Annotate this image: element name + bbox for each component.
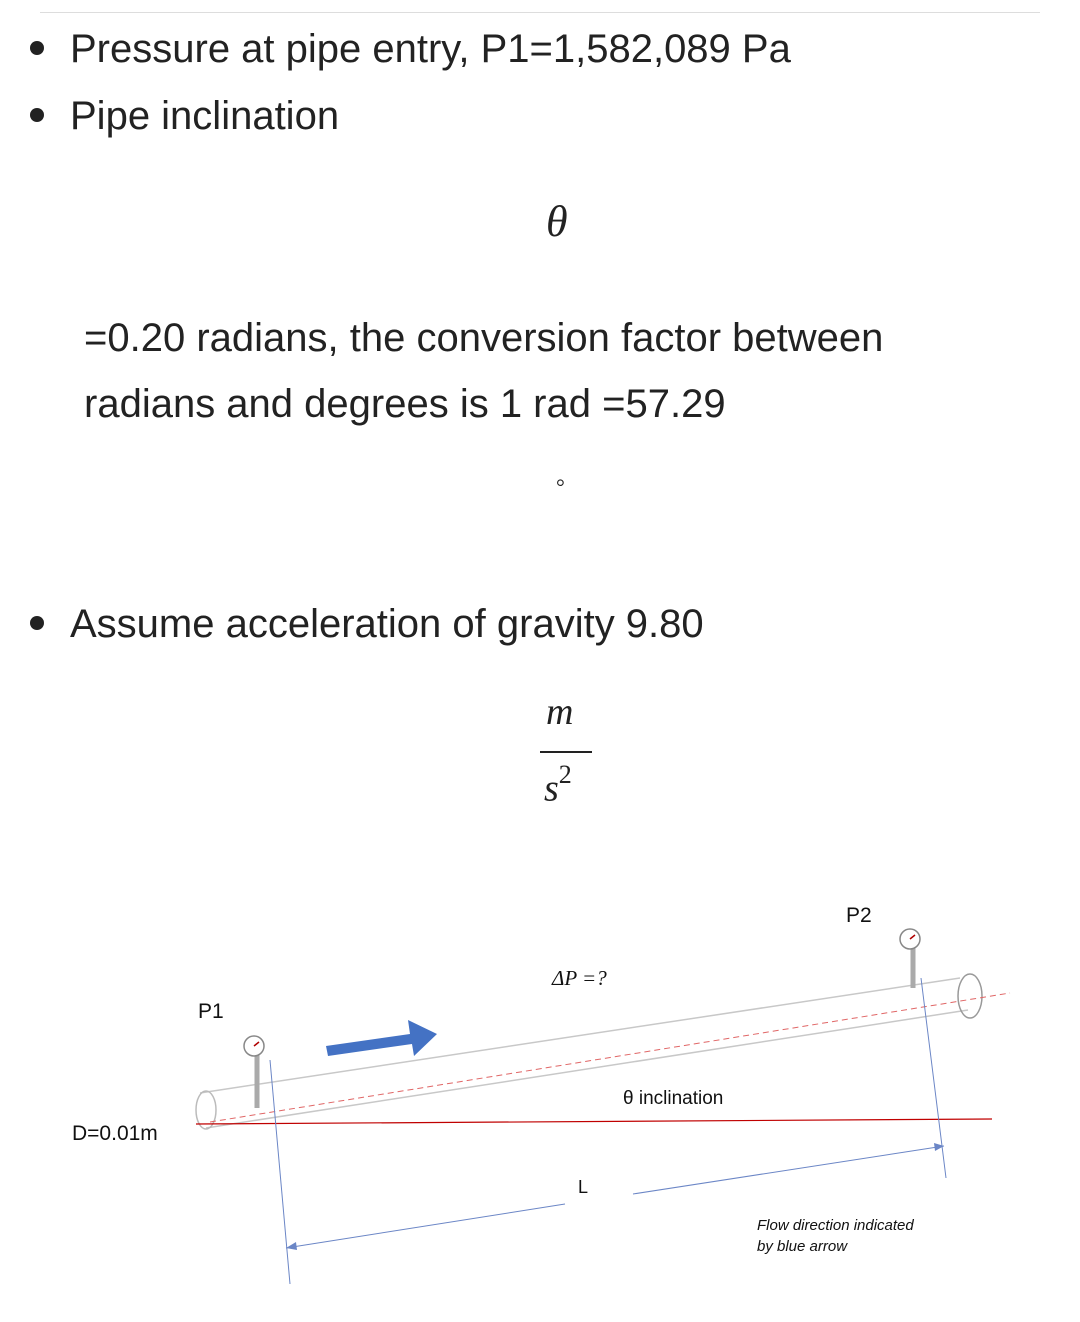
label-delta-p: ΔP =?: [552, 966, 607, 990]
length-dimension-right: [633, 1146, 944, 1194]
flow-note-line-1: Flow direction indicated: [757, 1217, 914, 1234]
pipe-top-edge: [200, 978, 960, 1093]
unit-denominator: [544, 760, 572, 811]
pipe-diagram: [0, 860, 1080, 1322]
length-dimension-left: [286, 1204, 565, 1248]
degree-symbol: °: [556, 474, 565, 499]
bullet-inclination: [30, 92, 339, 140]
bullet-dot: [30, 108, 44, 122]
vertical-line-p1: [270, 1060, 290, 1284]
label-length: L: [578, 1177, 589, 1197]
fraction-bar: [540, 751, 592, 753]
bullet-dot: [30, 41, 44, 55]
bullet-gravity-text: Assume acceleration of gravity 9.80: [70, 602, 704, 646]
bullet-inclination-text: Pipe inclination: [70, 94, 340, 138]
pipe-bottom-edge: [206, 1010, 968, 1128]
pipe-exit-end: [958, 974, 982, 1018]
bullet-dot: [30, 616, 44, 630]
label-inclination: θ inclination: [623, 1088, 724, 1109]
theta-symbol: θ: [546, 197, 568, 246]
label-p2: P2: [846, 904, 872, 927]
unit-numerator: m: [546, 691, 574, 733]
bullet-pressure: [30, 25, 791, 73]
label-diameter: D=0.01m: [72, 1122, 158, 1145]
pipe-centerline: [210, 993, 1010, 1122]
bullet-pressure-text: Pressure at pipe entry, P1=1,582,089 Pa: [70, 27, 791, 71]
unit-exponent: 2: [558, 760, 572, 789]
horizontal-reference-line: [196, 1119, 992, 1124]
paragraph-line-1: =0.20 radians, the conversion factor between: [84, 316, 884, 360]
flow-direction-arrow: [326, 1020, 437, 1056]
label-p1: P1: [198, 1000, 224, 1023]
length-arrowhead-left: [286, 1242, 297, 1250]
unit-denominator-base: s: [544, 767, 559, 810]
flow-note-line-2: by blue arrow: [757, 1238, 848, 1255]
top-divider: [40, 12, 1040, 13]
bullet-gravity: [30, 600, 704, 648]
paragraph-line-2: radians and degrees is 1 rad =57.29: [84, 382, 726, 426]
